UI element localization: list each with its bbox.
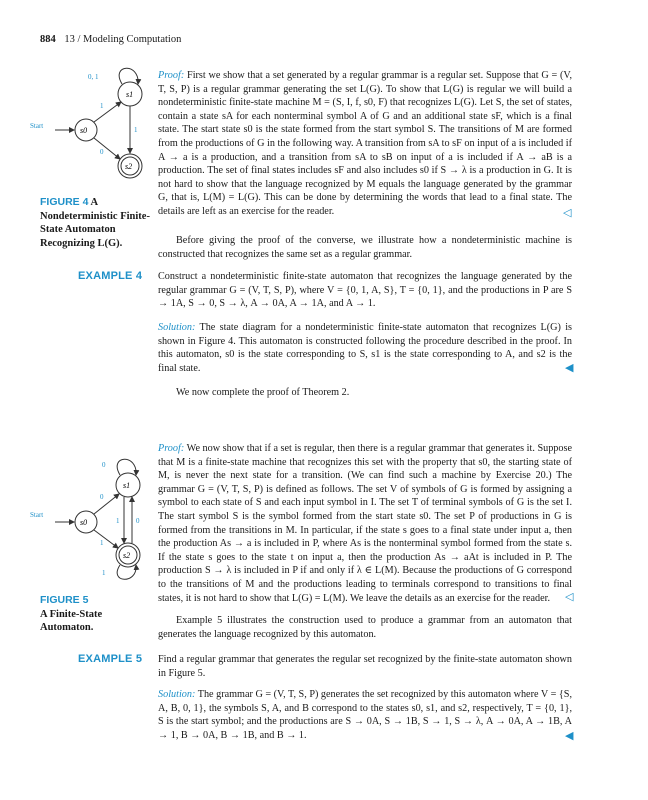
state-s2-label: s2 <box>123 551 131 560</box>
state-s1-label: s1 <box>126 90 134 99</box>
proof2-lead: Proof: <box>158 443 185 454</box>
example5-solution-text: The grammar G = (V, T, S, P) generates the set recognized by this automaton where V = {S, A, B, 0, 1}, the symbols S, A, and B correspond to the states s0, s1, and s2, respectively, T = {0, 1}, S is the start symbol; and the productions are S → 0A, S → 1B, S → 1, S → λ, A → 0A, A → 1B, A → 1, B → 0A, B → 1B, and B → 1. <box>158 689 572 741</box>
edge-label-loop-s1: 0 <box>102 461 106 469</box>
edge-s0-s1 <box>94 102 121 122</box>
solid-triangle-icon: ◀ <box>565 362 574 374</box>
state-s0-label: s0 <box>80 518 88 527</box>
example5-statement <box>158 653 572 680</box>
transition2-paragraph <box>176 386 572 400</box>
running-title: 13 / Modeling Computation <box>64 34 182 45</box>
start-label: Start <box>30 511 44 519</box>
open-triangle-icon: ◁ <box>563 207 572 219</box>
edge-label-loop-s1: 0, 1 <box>88 73 99 81</box>
example4-solution-text: The state diagram for a nondeterministic finite-state automaton that recognizes L(G) is shown in Figure 4. This automaton is constructed following the procedure described in the proof. In this automaton, s0 is the state corresponding to S, s1 is the state corresponding to A, and s2 is the final state. <box>158 322 572 374</box>
figure4-caption <box>40 196 156 250</box>
example4-solution-lead: Solution: <box>158 322 196 333</box>
proof1-paragraph <box>158 69 572 219</box>
edge-label-s2-s1: 0 <box>136 517 140 525</box>
figure5-caption <box>40 594 152 635</box>
transition1-paragraph <box>158 234 572 261</box>
open-triangle-icon: ◁ <box>565 591 574 603</box>
solid-triangle-icon: ◀ <box>565 730 574 742</box>
figure4-diagram <box>30 62 160 202</box>
figure5-caption-label: FIGURE 5 <box>40 594 89 606</box>
example5-label: EXAMPLE 5 <box>78 653 143 665</box>
edge-label-s0-s2: 0 <box>100 148 104 156</box>
example5-solution-lead: Solution: <box>158 689 196 700</box>
example5-text: Find a regular grammar that generates the regular set recognized by the finite-state automaton shown in Figure 5. <box>158 654 572 679</box>
example4-solution <box>158 321 572 375</box>
figure4-caption-label: FIGURE 4 <box>40 196 89 208</box>
example4-statement <box>158 270 572 311</box>
transition2-text: We now complete the proof of Theorem 2. <box>176 387 350 398</box>
edge-s0-s2 <box>94 138 120 159</box>
edge-label-s0-s1: 1 <box>100 102 104 110</box>
example5-solution <box>158 688 572 742</box>
edge-s0-s1 <box>94 494 119 514</box>
transition1-text: Before giving the proof of the converse, we illustrate how a nondeterministic machine is constructed that recognizes the same set as a regular grammar. <box>158 235 572 260</box>
edge-label-s0-s1: 0 <box>100 493 104 501</box>
state-s2-label: s2 <box>125 162 133 171</box>
edge-label-s1-s2: 1 <box>116 517 120 525</box>
edge-label-s1-s2: 1 <box>134 126 138 134</box>
start-label: Start <box>30 122 44 130</box>
page-header <box>40 34 181 45</box>
edge-label-s0-s2: 1 <box>100 539 104 547</box>
transition3-text: Example 5 illustrates the construction used to produce a grammar from an automaton that generates the language recognized by this automaton. <box>158 615 572 640</box>
figure4-caption-text: A Nondeterministic Finite-State Automaton Recognizing L(G). <box>40 197 150 249</box>
transition3-paragraph <box>158 614 572 641</box>
page-number: 884 <box>40 34 56 45</box>
example4-label: EXAMPLE 4 <box>78 270 143 282</box>
figure5-caption-text: A Finite-State Automaton. <box>40 608 103 633</box>
proof2-text: We now show that if a set is regular, then there is a regular grammar that generates it. Suppose that M is a finite-state machine that recognizes this set with the property that s0, the starting state of M, is never the next state for a transition. (We can find such a machine by Exercise 20.) The grammar G = (V, T, S, P) is defined as follows. The set V of symbols of G is formed by assigning a symbol to each state of S and each input symbol in I. The set T of terminal symbols of G is the set I. The start symbol S is the symbol formed from the start state s0. The set P of productions in G is formed from the transitions in M. In particular, if the state s goes to a final state under input a, then the production As → a is included in P, where As is the nonterminal symbol formed from the state s. If the state s goes to the state t on input a, then the production As → aAt is included in P. The production S → λ is included in P if and only if λ ∈ L(M). Because the productions of G correspond to the transitions of M and the productions leading to terminals correspond to transitions to final states, it is not hard to show that L(G) = L(M). We leave the details as an exercise for the reader. <box>158 443 572 604</box>
edge-s0-s2 <box>94 530 118 548</box>
proof1-lead: Proof: <box>158 70 185 81</box>
figure5-diagram <box>30 455 156 580</box>
state-s0-label: s0 <box>80 126 88 135</box>
proof1-text: First we show that a set generated by a regular grammar is a regular set. Suppose that G = (V, T, S, P) is a regular grammar generating the set L(G). To show that L(G) is regular we will build a nondeterministic finite-state machine M = (S, I, f, s0, F) that recognizes L(G). Let S, the set of states, contain a state sA for each nonterminal symbol A of G and an additional state sF, which is a final state. The start state s0 is the state formed from the start symbol S. The transitions of M are formed from the productions of G in the following way. A transition from sA to sF on input of a is included if A → a is a production, and a transition from sA to sB on input of a is included if A → aB is a production. The set of final states includes sF and also includes s0 if S → λ is a production in G. It is not hard to show that the language recognized by M equals the language generated by the grammar G, that is, L(M) = L(G). This can be done by determining the words that lead to a final state. The details are left as an exercise for the reader. <box>158 70 572 217</box>
proof2-paragraph <box>158 442 572 605</box>
state-s1-label: s1 <box>123 481 131 490</box>
example4-text: Construct a nondeterministic finite-state automaton that recognizes the language generated by the regular grammar G = (V, T, S, P), where V = {0, 1, A, S}, T = {0, 1}, and the productions in P are S → 1A, S → 0, S → λ, A → 0A, A → 1A, and A → 1. <box>158 271 572 310</box>
edge-label-loop-s2: 1 <box>102 569 106 577</box>
